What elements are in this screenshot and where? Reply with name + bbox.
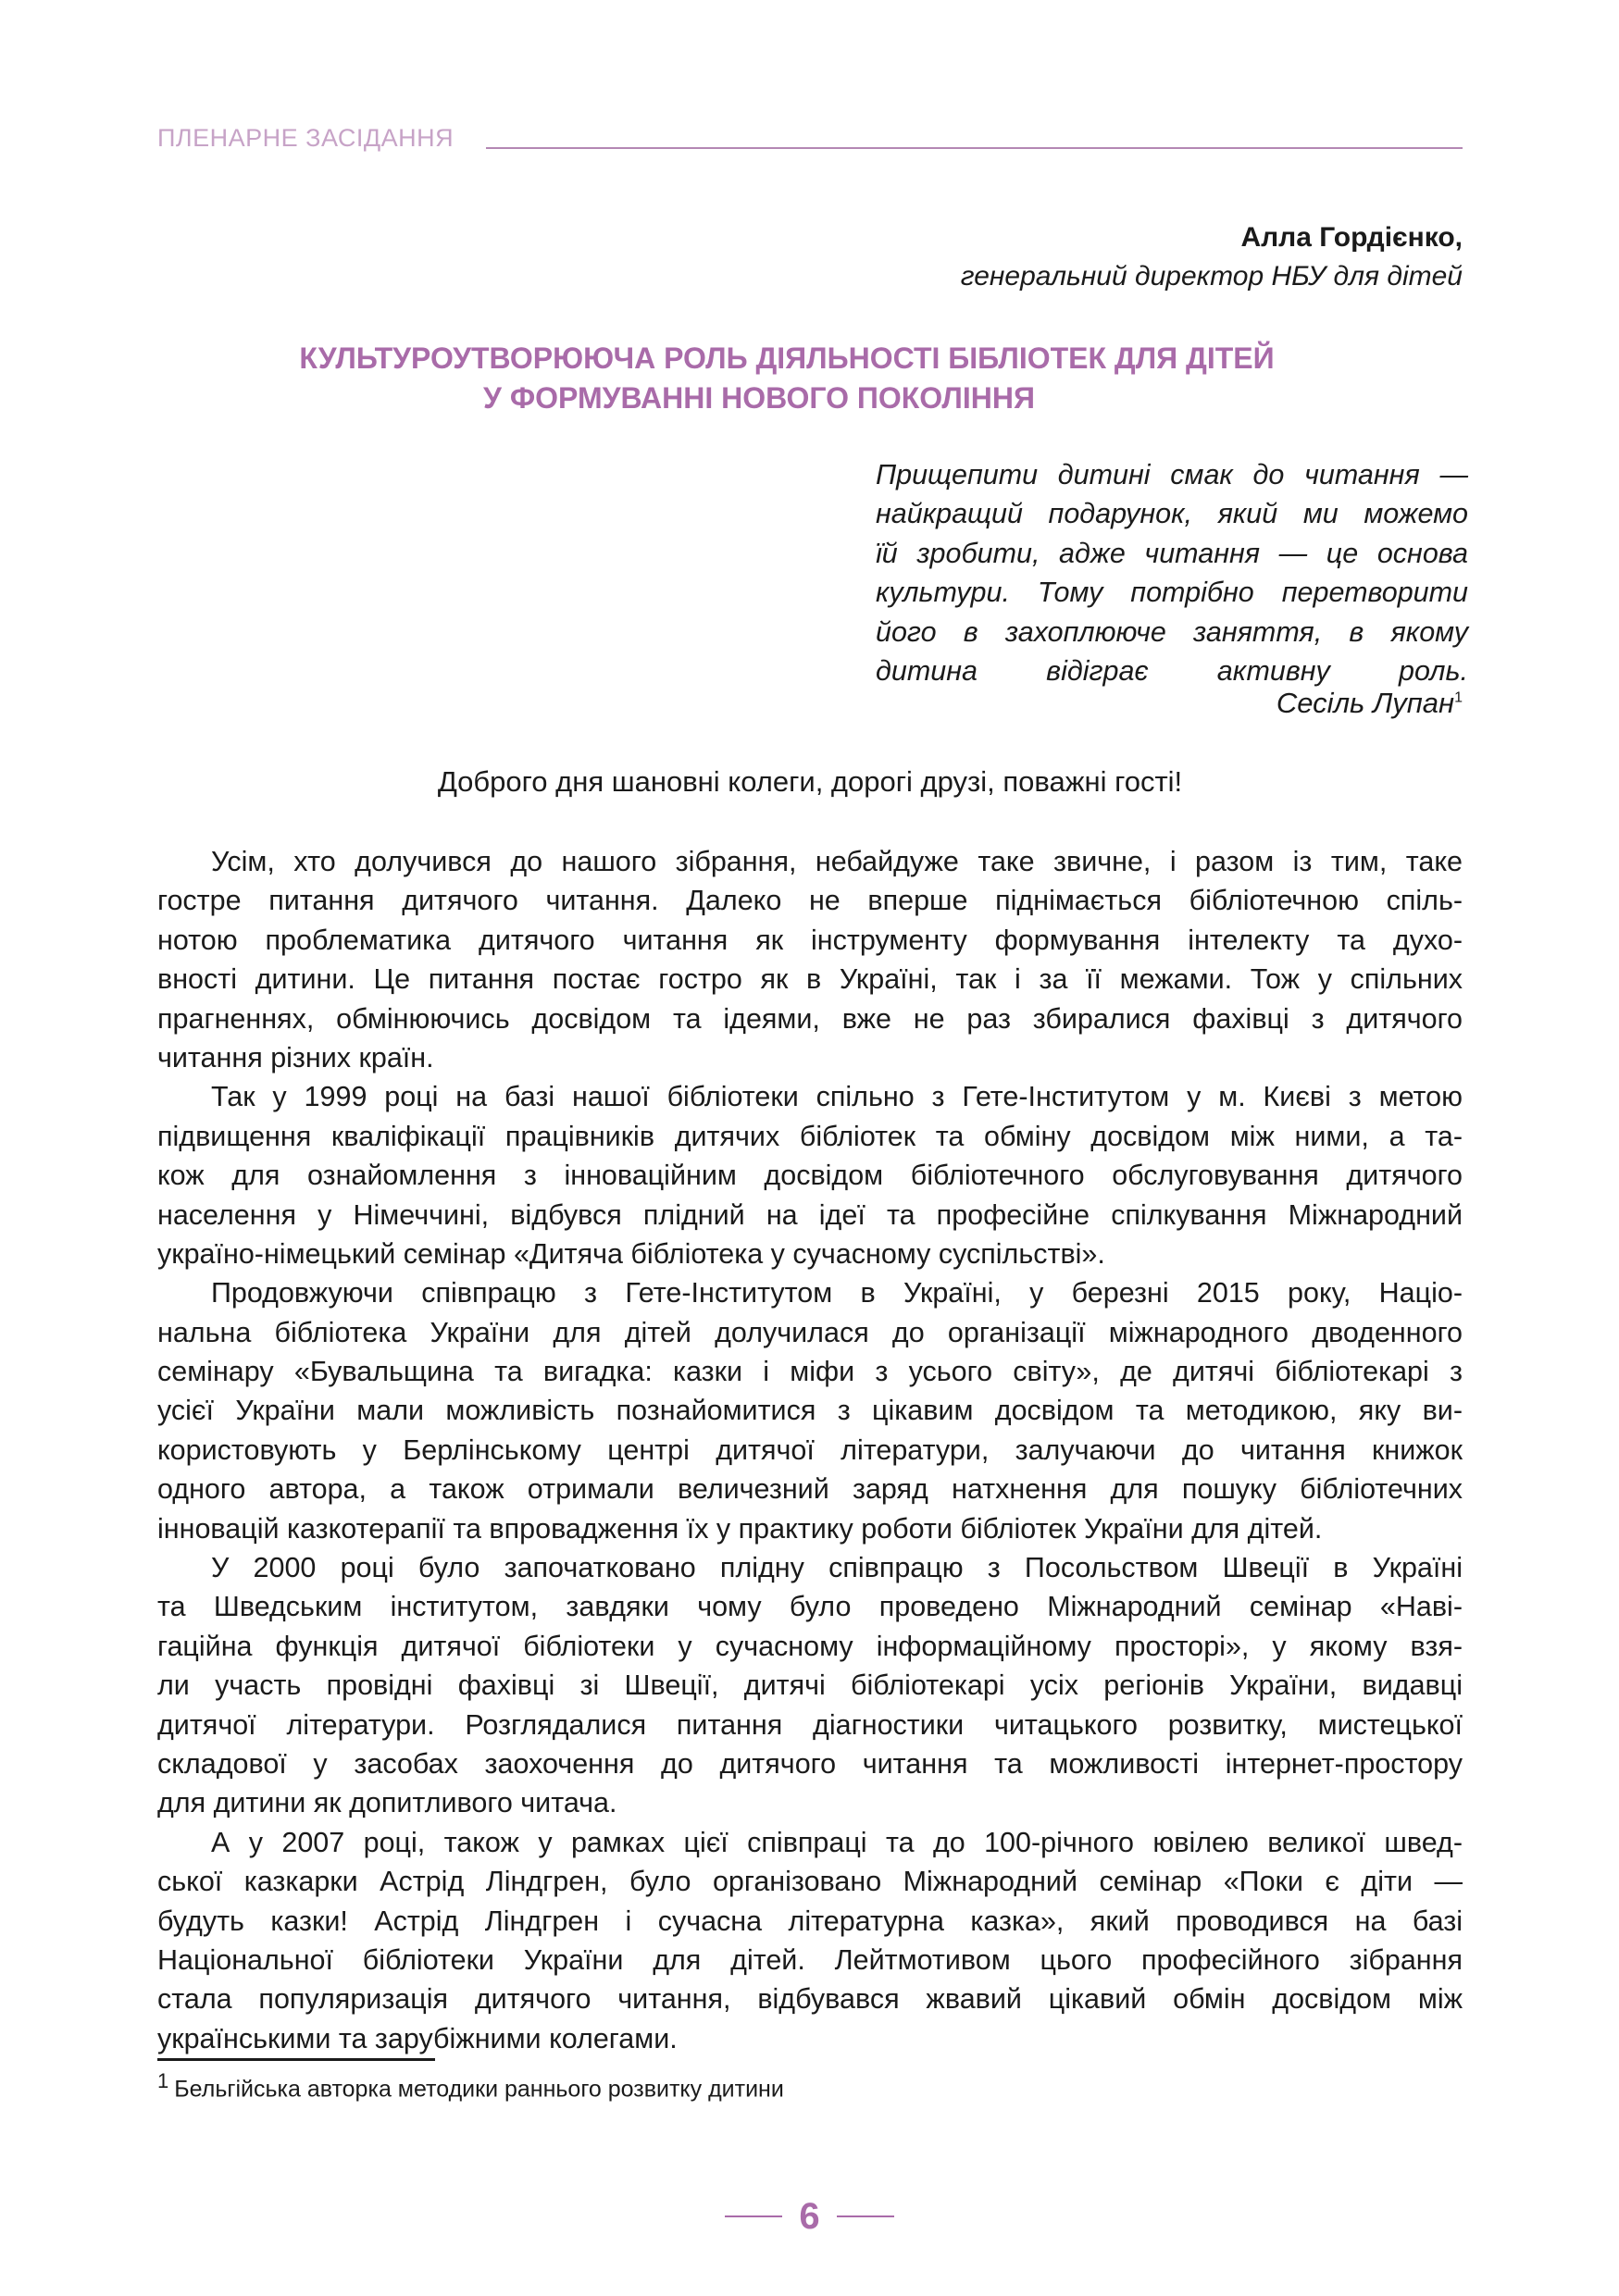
footnote [157, 2069, 784, 2103]
footnote-rule [157, 2058, 435, 2061]
body-line: гостре питання дитячого читання. Далеко не вперше піднімається бібліотечною спіль- [157, 885, 1463, 917]
epigraph-author [1277, 687, 1463, 720]
body-line: підвищення кваліфікації працівників дитячих бібліотек та обміну досвідом між ними, а та- [157, 1120, 1463, 1152]
body-line: гаційна функція дитячої бібліотеки у сучасному інформаційному просторі», у якому взя- [157, 1630, 1463, 1662]
body-line: нальна бібліотека України для дітей долучилася до організації міжнародного дводенного [157, 1316, 1463, 1348]
article-title-line-2: У ФОРМУВАННІ НОВОГО ПОКОЛІННЯ [483, 381, 1035, 415]
footnote-reference[interactable]: 1 [1454, 689, 1463, 706]
page-dash-left [725, 2215, 782, 2217]
body-line: Продовжуючи співпрацю з Гете-Інститутом в Україні, у березні 2015 року, Націо- [211, 1277, 1463, 1309]
greeting: Доброго дня шановні колеги, дорогі друзі, поважні гості! [437, 765, 1183, 798]
page-dash-right [837, 2215, 894, 2217]
author-name: Алла Гордієнко, [1240, 222, 1463, 253]
body-line: А у 2007 році, також у рамках цієї співпраці та до 100-річного ювілею великої швед- [211, 1826, 1463, 1858]
article-body [157, 842, 1463, 2058]
epigraph-line: його в захоплююче заняття, в якому [876, 615, 1468, 648]
author-role: генеральний директор НБУ для дітей [960, 261, 1463, 292]
body-line: вності дитини. Це питання постає гостро як в Україні, так і за її межами. Тож у спільних [157, 963, 1463, 996]
body-line: кож для ознайомлення з інноваційним досвідом бібліотечного обслуговування дитячого [157, 1160, 1463, 1192]
footnote-mark: 1 [157, 2069, 169, 2092]
body-line: будуть казки! Астрід Ліндгрен і сучасна літературна казка», який проводився на базі [157, 1905, 1463, 1937]
body-line: семінару «Бувальщина та вигадка: казки і міфи з усього світу», де дитячі бібліотекарі з [157, 1356, 1463, 1388]
body-line: дитячої літератури. Розглядалися питання діагностики читацького розвитку, мистецької [157, 1708, 1463, 1741]
epigraph-line: Прищепити дитині смак до читання — [876, 459, 1468, 490]
epigraph-author-name: Сесіль Лупан [1276, 687, 1455, 719]
epigraph-line: культури. Тому потрібно перетворити [876, 577, 1468, 609]
body-line: нотою проблематика дитячого читання як інструменту формування інтелекту та духо- [157, 924, 1463, 956]
page-number-block [0, 2193, 1619, 2240]
body-line: ської казкарки Астрід Ліндгрен, було організовано Міжнародний семінар «Поки є діти — [157, 1866, 1463, 1898]
epigraph [876, 455, 1468, 690]
footnote-text: Бельгійська авторка методики раннього розвитку дитини [174, 2076, 784, 2103]
body-line: У 2000 році було започатковано плідну співпрацю з Посольством Швеції в Україні [211, 1552, 1463, 1584]
body-line: складової у засобах заохочення до дитячого читання та можливості інтернет-простору [157, 1747, 1463, 1780]
body-line: українськими та зарубіжними колегами. [157, 2022, 678, 2054]
article-title-line-1: КУЛЬТУРОУТВОРЮЮЧА РОЛЬ ДІЯЛЬНОСТІ БІБЛІОТЕК ДЛЯ ДІТЕЙ [299, 341, 1275, 375]
body-line: україно-німецький семінар «Дитяча бібліотека у сучасному суспільстві». [157, 1237, 1105, 1270]
body-line: читання різних країн. [157, 1041, 434, 1074]
body-line: інновацій казкотерапії та впровадження їх у практику роботи бібліотек України для дітей. [157, 1512, 1323, 1545]
body-line: ли участь провідні фахівці зі Швеції, дитячі бібліотекарі усіх регіонів України, видавці [157, 1669, 1463, 1702]
body-line: для дитини як допитливого читача. [157, 1787, 617, 1819]
body-line: населення у Німеччині, відбувся плідний на ідеї та професійне спілкування Міжнародний [157, 1198, 1463, 1231]
body-line: стала популяризація дитячого читання, відбувався жвавий цікавий обмін досвідом між [157, 1983, 1463, 2016]
body-line: усієї України мали можливість познайомитися з цікавим досвідом та методикою, яку ви- [157, 1395, 1463, 1427]
body-line: користовують у Берлінському центрі дитячої літератури, залучаючи до читання книжок [157, 1433, 1463, 1466]
epigraph-line: найкращий подарунок, який ми можемо [876, 498, 1468, 530]
body-line: та Шведським інститутом, завдяки чому було проведено Міжнародний семінар «Наві- [157, 1591, 1463, 1623]
epigraph-line: дитина відіграє активну роль. [876, 654, 1468, 687]
page-number: 6 [799, 2195, 820, 2237]
body-line: одного автора, а також отримали величезний заряд натхнення для пошуку бібліотечних [157, 1473, 1463, 1506]
section-label: ПЛЕНАРНЕ ЗАСІДАННЯ [157, 124, 455, 152]
epigraph-line: їй зробити, адже читання — це основа [876, 537, 1468, 569]
body-line: Усім, хто долучився до нашого зібрання, небайдуже таке звичне, і разом із тим, таке [211, 846, 1463, 877]
header-rule [486, 147, 1463, 149]
body-line: Національної бібліотеки України для дітей. Лейтмотивом цього професійного зібрання [157, 1943, 1463, 1976]
body-line: Так у 1999 році на базі нашої бібліотеки спільно з Гете-Інститутом у м. Києві з метою [211, 1081, 1463, 1113]
running-header [157, 124, 1463, 161]
body-line: прагненнях, обмінюючись досвідом та ідеями, вже не раз збиралися фахівці з дитячого [157, 1002, 1463, 1035]
